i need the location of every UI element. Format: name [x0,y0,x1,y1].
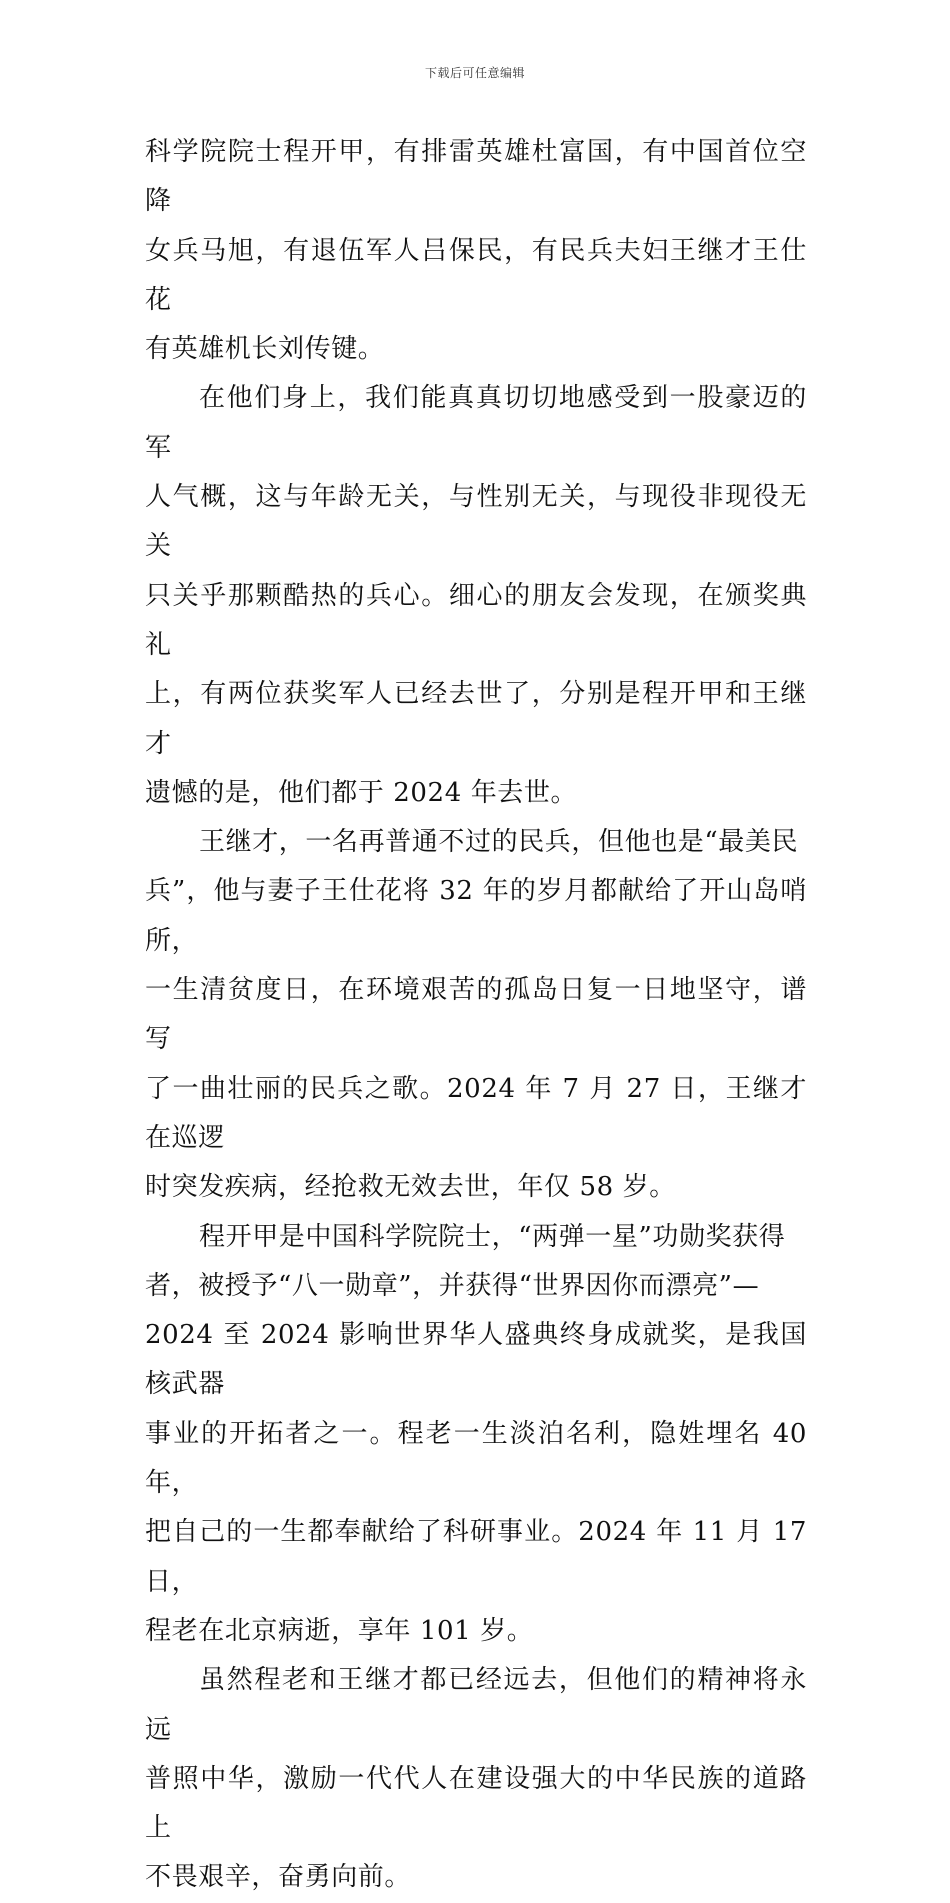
line: 遗憾的是，他们都于 2024 年去世。 [145,777,578,808]
line: 了一曲壮丽的民兵之歌。2024 年 7 月 27 日，王继才在巡逻 [145,1073,807,1153]
paragraph-5 [145,1656,807,1902]
line: 把自己的一生都奉献给了科研事业。2024 年 11 月 17 日， [145,1517,807,1597]
line: 普照中华，激励一代代人在建设强大的中华民族的道路上 [145,1763,807,1844]
line: 只关乎那颗酷热的兵心。细心的朋友会发现，在颁奖典礼 [145,580,807,660]
document-body [145,128,807,1903]
line: 不畏艰辛，奋勇向前。 [145,1862,412,1893]
line: 事业的开拓者之一。程老一生淡泊名利，隐姓埋名 40 年， [145,1418,807,1499]
line: 王继才，一名再普通不过的民兵，但他也是“最美民 [199,827,799,858]
line: 一生清贫度日，在环境艰苦的孤岛日复一日地坚守，谱写 [145,975,807,1055]
line: 程开甲是中国科学院院士，“两弹一星”功勋奖获得 [199,1221,786,1252]
paragraph-1 [145,128,807,374]
line: 上，有两位获奖军人已经去世了，分别是程开甲和王继才 [145,679,807,759]
line: 人气概，这与年龄无关，与性别无关，与现役非现役无关 [145,482,807,562]
page-header-note: 下载后可任意编辑 [424,66,525,80]
line: 兵”，他与妻子王仕花将 32 年的岁月都献给了开山岛哨所， [145,876,807,956]
line: 在他们身上，我们能真真切切地感受到一股豪迈的军 [145,383,807,463]
line: 虽然程老和王继才都已经远去，但他们的精神将永远 [145,1665,807,1745]
line: 科学院院士程开甲，有排雷英雄杜富国，有中国首位空降 [145,137,807,217]
paragraph-2 [145,374,807,818]
line: 者，被授予“八一勋章”，并获得“世界因你而漂亮”— [145,1270,760,1301]
line: 有英雄机长刘传键。 [145,334,385,365]
paragraph-3 [145,818,807,1212]
paragraph-4 [145,1213,807,1657]
line: 时突发疾病，经抢救无效去世，年仅 58 岁。 [145,1172,676,1203]
line: 2024 至 2024 影响世界华人盛典终身成就奖，是我国核武器 [145,1320,807,1400]
line: 女兵马旭，有退伍军人吕保民，有民兵夫妇王继才王仕花 [145,235,807,315]
line: 程老在北京病逝，享年 101 岁。 [145,1615,534,1646]
